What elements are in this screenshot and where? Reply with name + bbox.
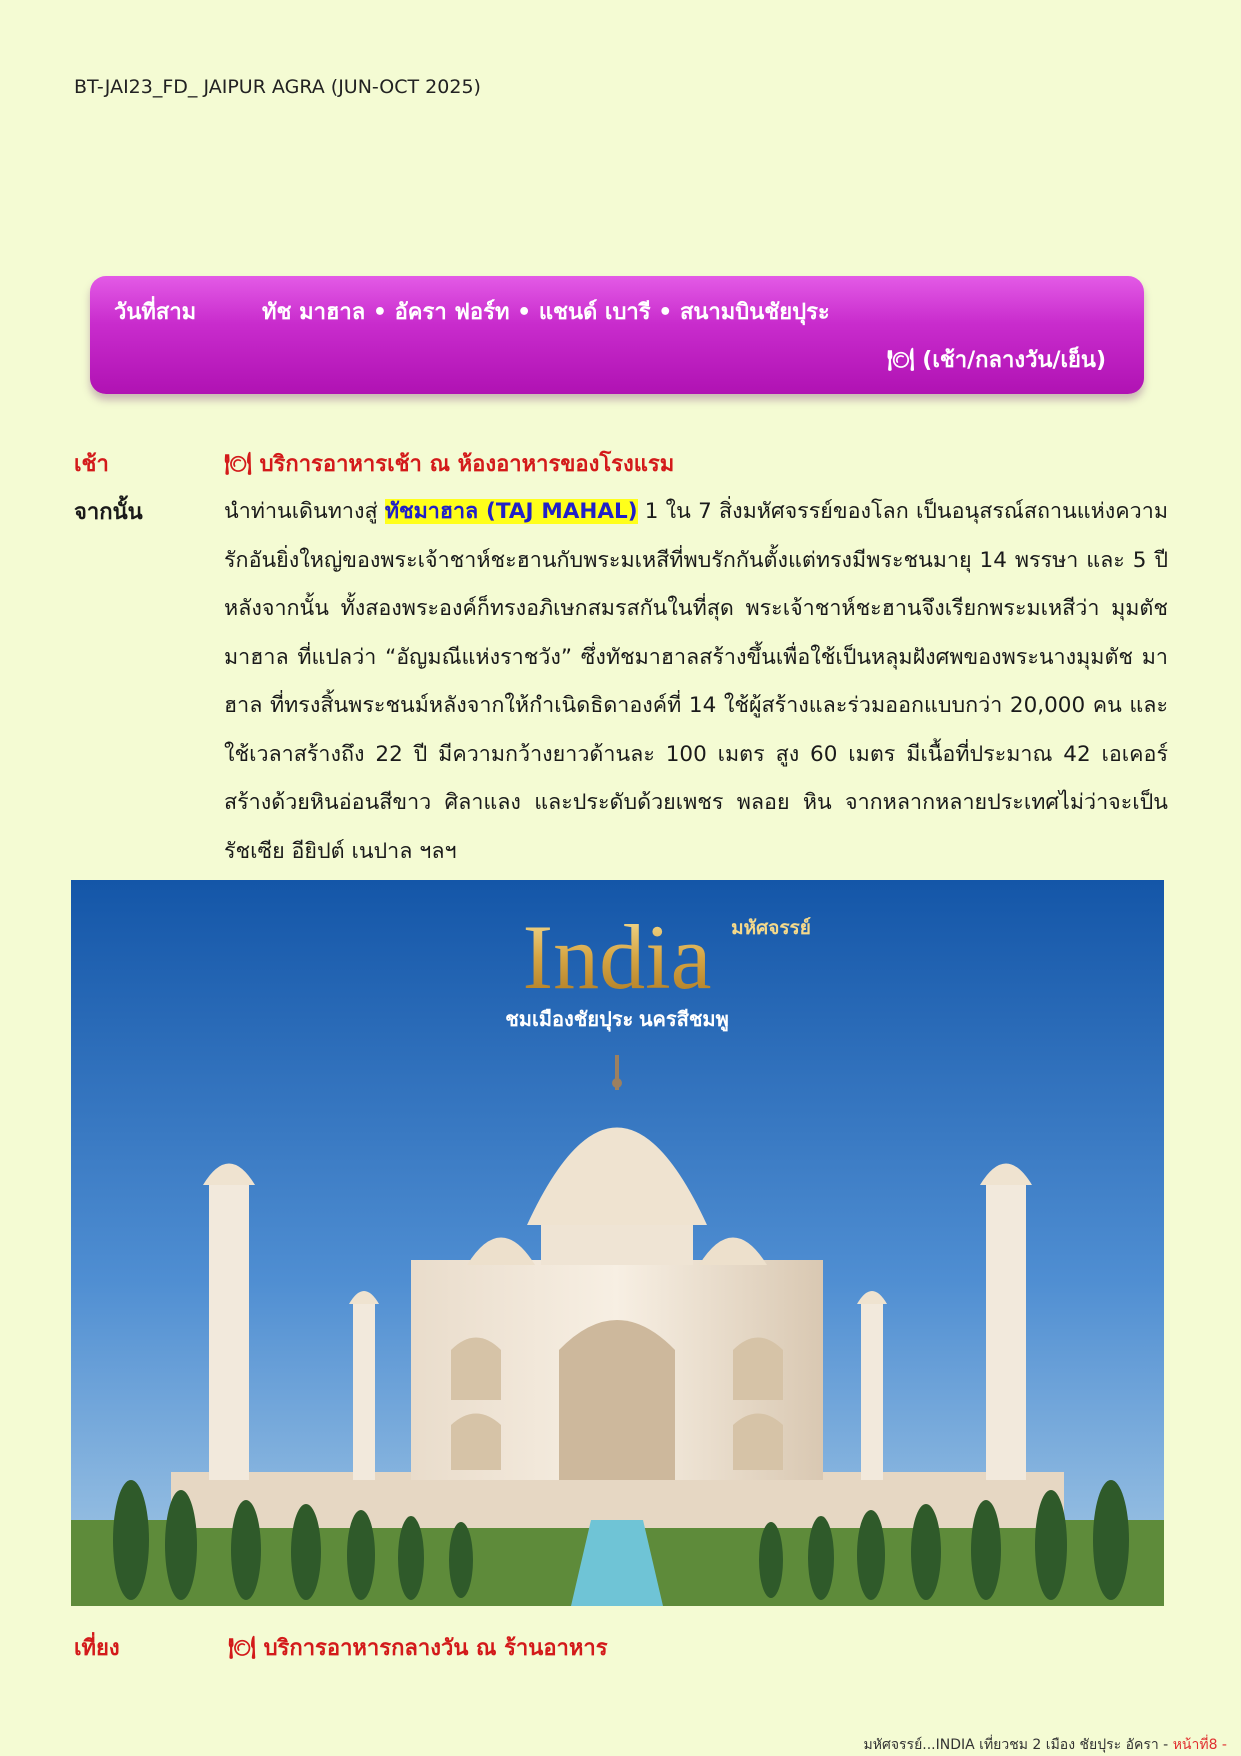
india-logo-tag: มหัศจรรย์ (731, 918, 811, 939)
day-banner (90, 276, 1144, 394)
document-code: BT-JAI23_FD_ JAIPUR AGRA (JUN-OCT 2025) (74, 76, 481, 98)
day-route: ทัช มาฮาล • อัครา ฟอร์ท • แชนด์ เบารี • สนามบินชัยปุระ (262, 300, 830, 325)
lunch-text: 🍽 บริการอาหารกลางวัน ณ ร้านอาหาร (228, 1636, 608, 1661)
india-logo-word: India (522, 906, 712, 1008)
breakfast-text: 🍽 บริการอาหารเช้า ณ ห้องอาหารของโรงแรม (224, 452, 675, 477)
taj-mahal-highlight: ทัชมาฮาล (TAJ MAHAL) (384, 499, 638, 524)
taj-mahal-photo (71, 880, 1164, 1606)
footer-text: มหัศจรรย์...INDIA เที่ยวชม 2 เมือง ชัยปุระ อัครา - (863, 1737, 1173, 1753)
taj-mahal-illustration (71, 880, 1164, 1606)
morning-label: เช้า (74, 452, 109, 477)
day-label: วันที่สาม (114, 300, 197, 325)
india-logo-subtitle: ชมเมืองชัยปุระ นครสีชมพู (505, 1009, 729, 1031)
description-body: 1 ใน 7 สิ่งมหัศจรรย์ของโลก เป็นอนุสรณ์สถานแห่งความรักอันยิ่งใหญ่ของพระเจ้าชาห์ชะฮานกับพระมเหสีที่พบรักกันตั้งแต่ทรงมีพระชนมายุ 14 พรรษา และ 5 ปีหลังจากนั้น ทั้งสองพระองค์ก็ทรงอภิเษกสมรสกันในที่สุด พระเจ้าชาห์ชะฮานจึงเรียกพระมเหสีว่า มุมตัช มาฮาล ที่แปลว่า “อัญมณีแห่งราชวัง” ซึ่งทัชมาฮาลสร้างขึ้นเพื่อใช้เป็นหลุมฝังศพของพระนางมุมตัช มาฮาล ที่ทรงสิ้นพระชนม์หลังจากให้กำเนิดธิดาองค์ที่ 14 ใช้ผู้สร้างและร่วมออกแบบกว่า 20,000 คน และใช้เวลาสร้างถึง 22 ปี มีความกว้างยาวด้านละ 100 เมตร สูง 60 เมตร มีเนื้อที่ประมาณ 42 เอเคอร์ สร้างด้วยหินอ่อนสีขาว ศิลาแลง และประดับด้วยเพชร พลอย หิน จากหลากหลายประเทศไม่ว่าจะเป็น รัชเซีย อียิปต์ เนปาล ฯลฯ (224, 499, 1168, 864)
then-label: จากนั้น (74, 500, 143, 525)
page-number: หน้าที่8 - (1172, 1737, 1227, 1753)
noon-label: เที่ยง (74, 1636, 120, 1661)
day-meals: 🍽 (เช้า/กลางวัน/เย็น) (886, 348, 1106, 373)
taj-mahal-description (224, 488, 1168, 876)
description-intro: นำท่านเดินทางสู่ (224, 499, 385, 524)
page-footer (863, 1734, 1227, 1756)
